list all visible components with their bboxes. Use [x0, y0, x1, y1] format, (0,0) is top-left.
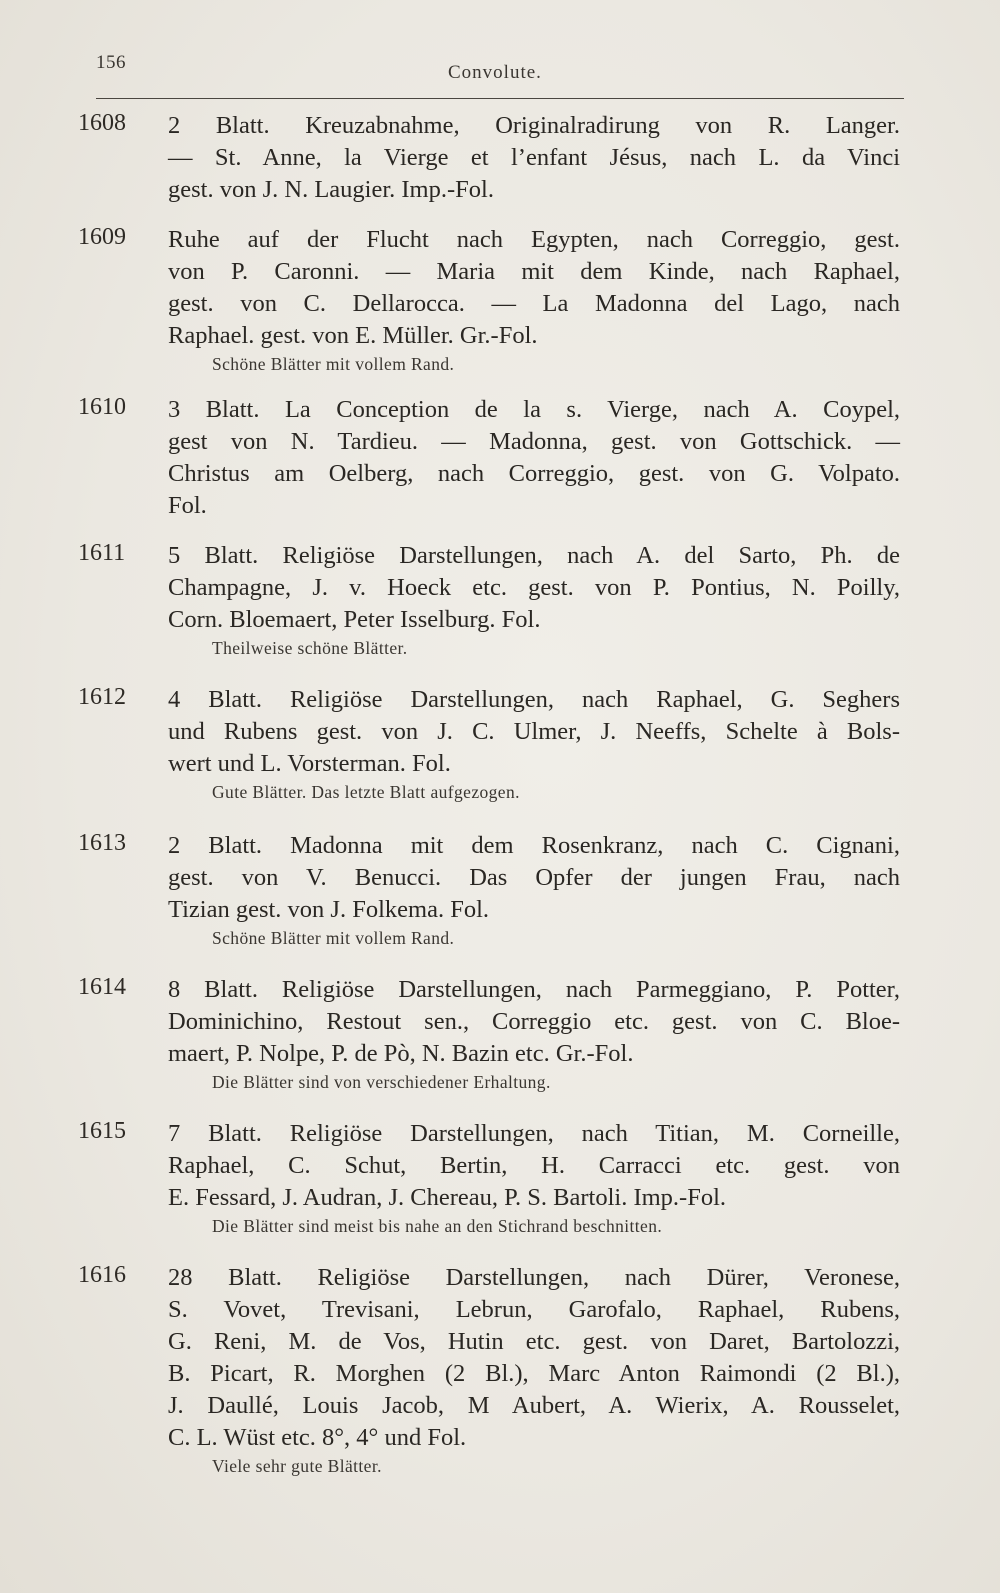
- entry-text: [168, 540, 900, 660]
- entry-line: maert, P. Nolpe, P. de Pò, N. Bazin etc. Gr.-Fol.: [168, 1040, 634, 1067]
- entry-line: gest von N. Tardieu. — Madonna, gest. von Gottschick. —: [168, 428, 900, 455]
- entry-line: 2 Blatt. Madonna mit dem Rosenkranz, nach C. Cignani,: [168, 832, 900, 859]
- entry-line: B. Picart, R. Morghen (2 Bl.), Marc Anton Raimondi (2 Bl.),: [168, 1360, 900, 1387]
- entry-line: C. L. Wüst etc. 8°, 4° und Fol.: [168, 1424, 467, 1451]
- entry-text: [168, 1262, 900, 1478]
- entry-text: [168, 1118, 900, 1238]
- entry-line: Dominichino, Restout sen., Correggio etc. gest. von C. Bloe-: [168, 1008, 900, 1035]
- entry-line: gest. von C. Dellarocca. — La Madonna del Lago, nach: [168, 290, 900, 317]
- entry-line: — St. Anne, la Vierge et l’enfant Jésus, nach L. da Vinci: [168, 144, 900, 171]
- entry-line: 7 Blatt. Religiöse Darstellungen, nach Titian, M. Corneille,: [168, 1120, 900, 1147]
- entry-text: [168, 830, 900, 950]
- lot-number: 1612: [78, 684, 126, 710]
- entry-line: Raphael. gest. von E. Müller. Gr.-Fol.: [168, 322, 538, 349]
- condition-note: Viele sehr gute Blätter.: [212, 1456, 382, 1476]
- page-number: 156: [96, 52, 126, 73]
- entry-text: [168, 224, 900, 376]
- entry-line: gest. von V. Benucci. Das Opfer der jungen Frau, nach: [168, 864, 900, 891]
- lot-number: 1608: [78, 110, 126, 136]
- entry-line: 4 Blatt. Religiöse Darstellungen, nach Raphael, G. Seghers: [168, 686, 900, 713]
- entry-line: 3 Blatt. La Conception de la s. Vierge, nach A. Coypel,: [168, 396, 900, 423]
- lot-number: 1616: [78, 1262, 126, 1288]
- entry-line: wert und L. Vorsterman. Fol.: [168, 750, 451, 777]
- entry-line: Corn. Bloemaert, Peter Isselburg. Fol.: [168, 606, 541, 633]
- entry-line: E. Fessard, J. Audran, J. Chereau, P. S. Bartoli. Imp.-Fol.: [168, 1184, 727, 1211]
- entry-line: G. Reni, M. de Vos, Hutin etc. gest. von Daret, Bartolozzi,: [168, 1328, 900, 1355]
- entry-line: von P. Caronni. — Maria mit dem Kinde, nach Raphael,: [168, 258, 900, 285]
- condition-note: Theilweise schöne Blätter.: [212, 638, 408, 658]
- entry-line: Christus am Oelberg, nach Correggio, gest. von G. Volpato.: [168, 460, 900, 487]
- entry-text: [168, 110, 900, 206]
- entry-line: 28 Blatt. Religiöse Darstellungen, nach Dürer, Veronese,: [168, 1264, 900, 1291]
- entry-line: 5 Blatt. Religiöse Darstellungen, nach A. del Sarto, Ph. de: [168, 542, 900, 569]
- condition-note: Schöne Blätter mit vollem Rand.: [212, 354, 455, 374]
- entry-line: 2 Blatt. Kreuzabnahme, Originalradirung von R. Langer.: [168, 112, 900, 139]
- entry-line: J. Daullé, Louis Jacob, M Aubert, A. Wierix, A. Rousselet,: [168, 1392, 900, 1419]
- lot-number: 1610: [78, 394, 126, 420]
- running-head: Convolute.: [448, 62, 542, 83]
- entry-line: Fol.: [168, 492, 207, 519]
- entry-line: gest. von J. N. Laugier. Imp.-Fol.: [168, 176, 494, 203]
- entry-line: Raphael, C. Schut, Bertin, H. Carracci etc. gest. von: [168, 1152, 900, 1179]
- condition-note: Schöne Blätter mit vollem Rand.: [212, 928, 455, 948]
- entry-line: und Rubens gest. von J. C. Ulmer, J. Neeffs, Schelte à Bols-: [168, 718, 900, 745]
- entry-line: Champagne, J. v. Hoeck etc. gest. von P. Pontius, N. Poilly,: [168, 574, 900, 601]
- lot-number: 1615: [78, 1118, 126, 1144]
- entry-line: 8 Blatt. Religiöse Darstellungen, nach Parmeggiano, P. Potter,: [168, 976, 900, 1003]
- entry-text: [168, 394, 900, 522]
- entry-line: Ruhe auf der Flucht nach Egypten, nach Correggio, gest.: [168, 226, 900, 253]
- entry-line: S. Vovet, Trevisani, Lebrun, Garofalo, Raphael, Rubens,: [168, 1296, 900, 1323]
- lot-number: 1613: [78, 830, 126, 856]
- entry-line: Tizian gest. von J. Folkema. Fol.: [168, 896, 490, 923]
- lot-number: 1609: [78, 224, 126, 250]
- entry-text: [168, 684, 900, 804]
- entry-text: [168, 974, 900, 1094]
- condition-note: Gute Blätter. Das letzte Blatt aufgezogen.: [212, 782, 520, 802]
- lot-number: 1611: [78, 540, 126, 566]
- condition-note: Die Blätter sind meist bis nahe an den Stichrand beschnitten.: [212, 1216, 663, 1236]
- lot-number: 1614: [78, 974, 126, 1000]
- condition-note: Die Blätter sind von verschiedener Erhaltung.: [212, 1072, 551, 1092]
